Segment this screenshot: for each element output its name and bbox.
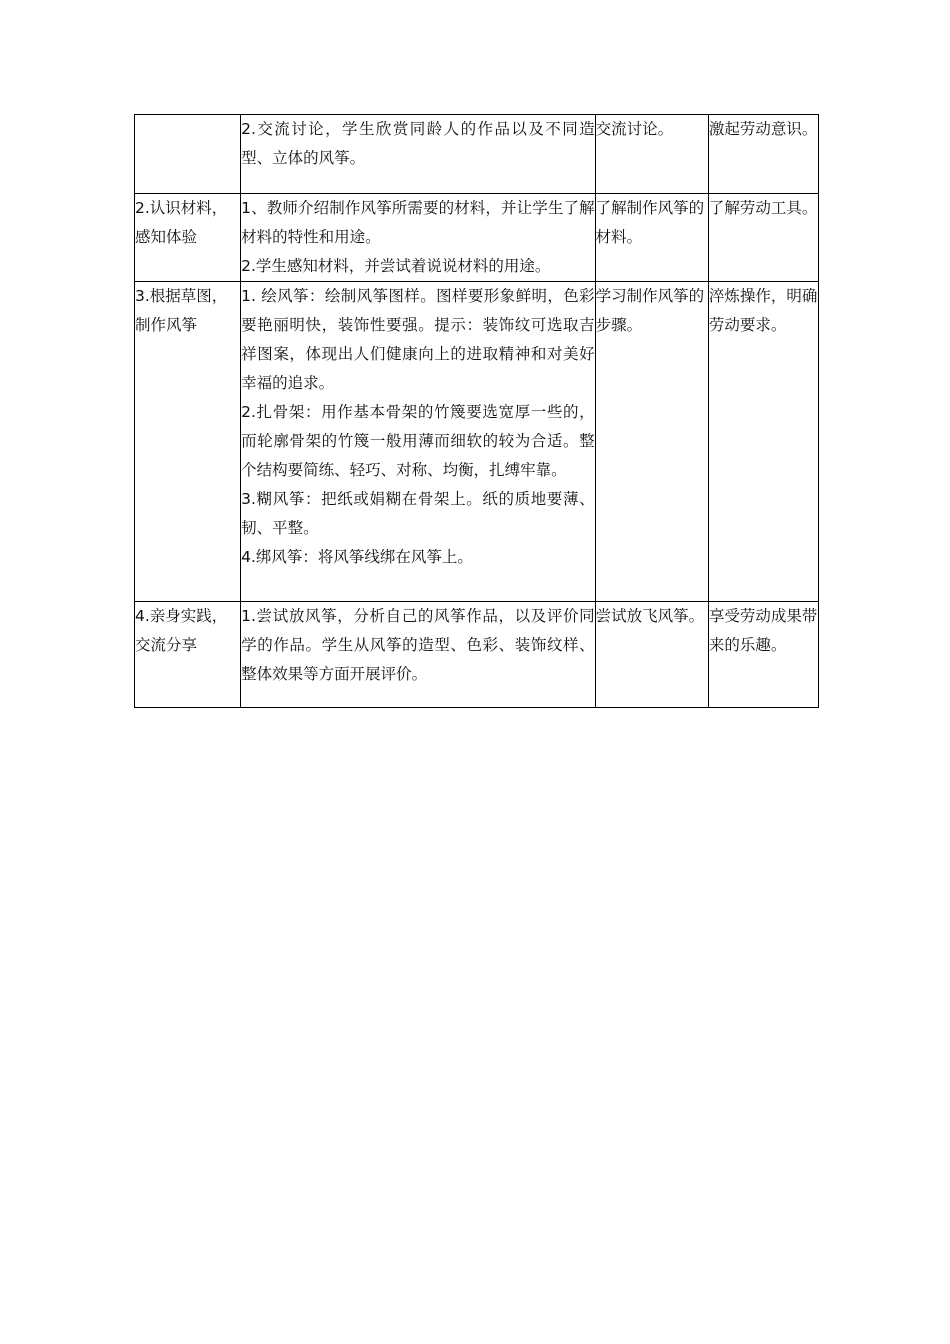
- activity-step: 1. 绘风筝：绘制风筝图样。图样要形象鲜明，色彩要艳丽明快，装饰性要强。提示：装饰纹可选取吉祥图案，体现出人们健康向上的进取精神和对美好幸福的追求。: [241, 287, 595, 392]
- design-intent-cell: 淬炼操作，明确劳动要求。: [708, 282, 818, 602]
- table-row: [135, 194, 819, 282]
- stage-cell: 4.亲身实践，交流分享: [135, 602, 241, 708]
- teacher-activity-cell: [241, 194, 596, 282]
- student-activity-cell: 尝试放飞风筝。: [595, 602, 708, 708]
- activity-step: 4.绑风筝：将风筝线绑在风筝上。: [241, 548, 473, 566]
- stage-cell: 3.根据草图，制作风筝: [135, 282, 241, 602]
- stage-cell: [135, 115, 241, 194]
- table-row: [135, 115, 819, 194]
- lesson-plan-table: [134, 114, 819, 708]
- activity-step: 1、教师介绍制作风筝所需要的材料，并让学生了解材料的特性和用途。: [241, 199, 595, 246]
- activity-step: 2.交流讨论，学生欣赏同龄人的作品以及不同造型、立体的风筝。: [241, 120, 595, 167]
- stage-cell: 2.认识材料，感知体验: [135, 194, 241, 282]
- table-row: [135, 602, 819, 708]
- activity-step: 2.学生感知材料，并尝试着说说材料的用途。: [241, 257, 551, 275]
- activity-step: 1.尝试放风筝，分析自己的风筝作品，以及评价同学的作品。学生从风筝的造型、色彩、装饰纹样、整体效果等方面开展评价。: [241, 607, 595, 683]
- activity-step: 2.扎骨架：用作基本骨架的竹篾要选宽厚一些的，而轮廓骨架的竹篾一般用薄而细软的较为合适。整个结构要简练、轻巧、对称、均衡，扎缚牢靠。: [241, 403, 595, 479]
- student-activity-cell: 了解制作风筝的材料。: [595, 194, 708, 282]
- table-row: [135, 282, 819, 602]
- teacher-activity-cell: [241, 115, 596, 194]
- student-activity-cell: 学习制作风筝的步骤。: [595, 282, 708, 602]
- design-intent-cell: 享受劳动成果带来的乐趣。: [708, 602, 818, 708]
- design-intent-cell: 激起劳动意识。: [708, 115, 818, 194]
- teacher-activity-cell: [241, 602, 596, 708]
- student-activity-cell: 交流讨论。: [595, 115, 708, 194]
- teacher-activity-cell: [241, 282, 596, 602]
- design-intent-cell: 了解劳动工具。: [708, 194, 818, 282]
- activity-step: 3.糊风筝：把纸或娟糊在骨架上。纸的质地要薄、韧、平整。: [241, 490, 595, 537]
